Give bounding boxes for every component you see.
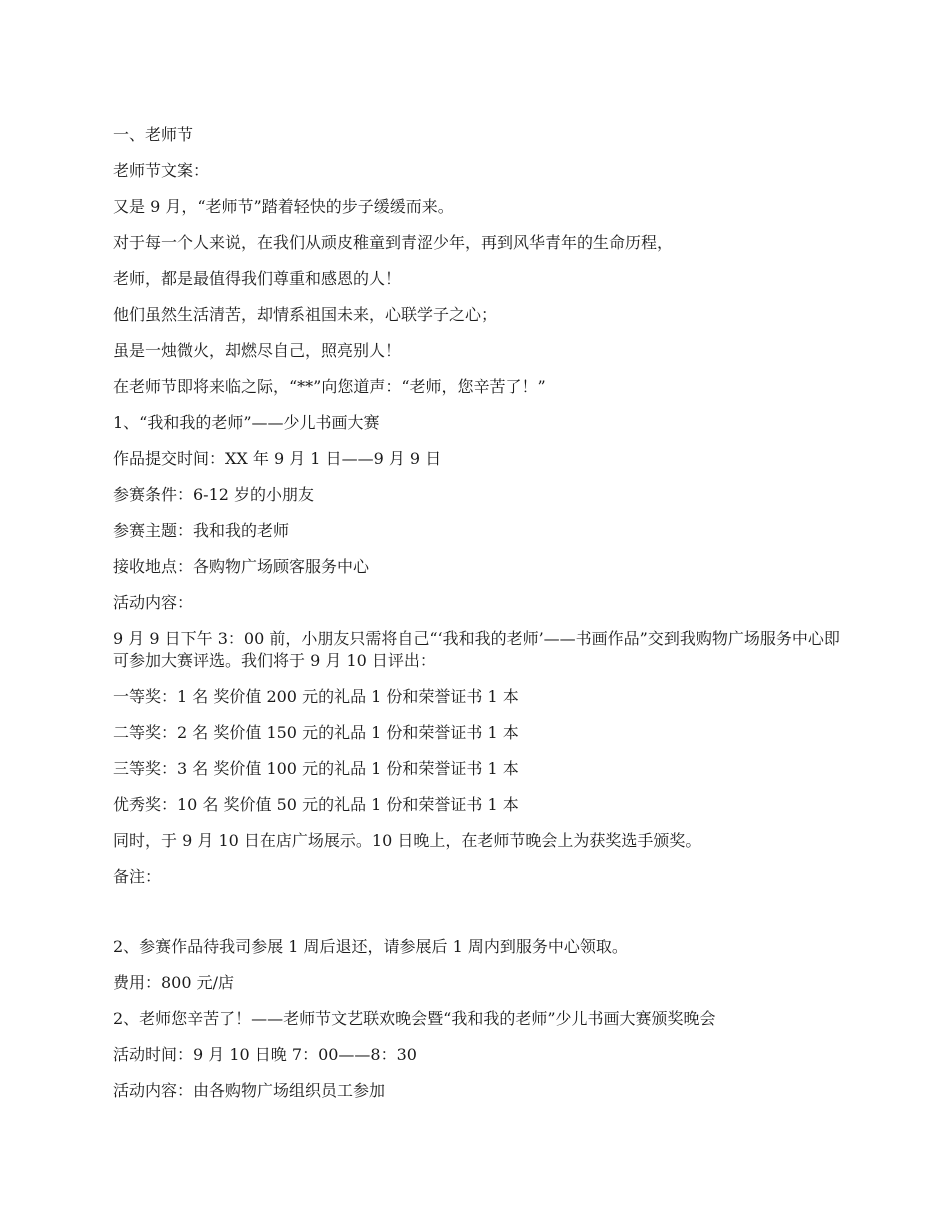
document-body xyxy=(113,124,843,1116)
paragraph: 费用：800 元/店 xyxy=(113,973,235,992)
paragraph: 对于每一个人来说，在我们从顽皮稚童到青涩少年，再到风华青年的生命历程， xyxy=(113,233,674,252)
prize-line: 一等奖：1 名 奖价值 200 元的礼品 1 份和荣誉证书 1 本 xyxy=(113,687,519,706)
paragraph: 又是 9 月，“老师节”踏着轻快的步子缓缓而来。 xyxy=(113,197,454,216)
paragraph: 在老师节即将来临之际，“**”向您道声：“老师，您辛苦了！” xyxy=(113,377,546,396)
prize-line: 二等奖：2 名 奖价值 150 元的礼品 1 份和荣誉证书 1 本 xyxy=(113,723,519,742)
prize-line: 优秀奖：10 名 奖价值 50 元的礼品 1 份和荣誉证书 1 本 xyxy=(113,795,519,814)
paragraph: 他们虽然生活清苦，却情系祖国未来，心联学子之心； xyxy=(113,305,498,324)
paragraph: 同时，于 9 月 10 日在店广场展示。10 日晚上，在老师节晚会上为获奖选手颁奖。 xyxy=(113,831,702,850)
paragraph: 参赛条件：6-12 岁的小朋友 xyxy=(113,485,315,504)
paragraph: 9 月 9 日下午 3：00 前，小朋友只需将自己“‘我和我的老师’——书画作品”交到我购物广场服务中心即可参加大赛评选。我们将于 9 月 10 日评出： xyxy=(113,629,840,670)
paragraph: 活动内容：由各购物广场组织员工参加 xyxy=(113,1081,386,1100)
blank-space xyxy=(113,902,843,936)
paragraph: 参赛主题：我和我的老师 xyxy=(113,521,290,540)
paragraph: 虽是一烛微火，却燃尽自己，照亮别人！ xyxy=(113,341,402,360)
paragraph: 活动内容： xyxy=(113,593,194,612)
paragraph: 作品提交时间：XX 年 9 月 1 日——9 月 9 日 xyxy=(113,449,442,468)
prize-line: 三等奖：3 名 奖价值 100 元的礼品 1 份和荣誉证书 1 本 xyxy=(113,759,519,778)
subsection-heading: 1、“我和我的老师”——少儿书画大赛 xyxy=(113,413,380,432)
paragraph: 老师节文案： xyxy=(113,161,210,180)
paragraph: 2、参赛作品待我司参展 1 周后退还，请参展后 1 周内到服务中心领取。 xyxy=(113,937,628,956)
paragraph: 活动时间：9 月 10 日晚 7：00——8：30 xyxy=(113,1045,417,1064)
paragraph: 备注： xyxy=(113,867,162,886)
paragraph: 接收地点：各购物广场顾客服务中心 xyxy=(113,557,370,576)
subsection-heading: 2、老师您辛苦了！——老师节文艺联欢晚会暨“我和我的老师”少儿书画大赛颁奖晚会 xyxy=(113,1009,716,1028)
paragraph: 老师，都是最值得我们尊重和感恩的人！ xyxy=(113,269,402,288)
section-heading: 一、老师节 xyxy=(113,125,194,144)
